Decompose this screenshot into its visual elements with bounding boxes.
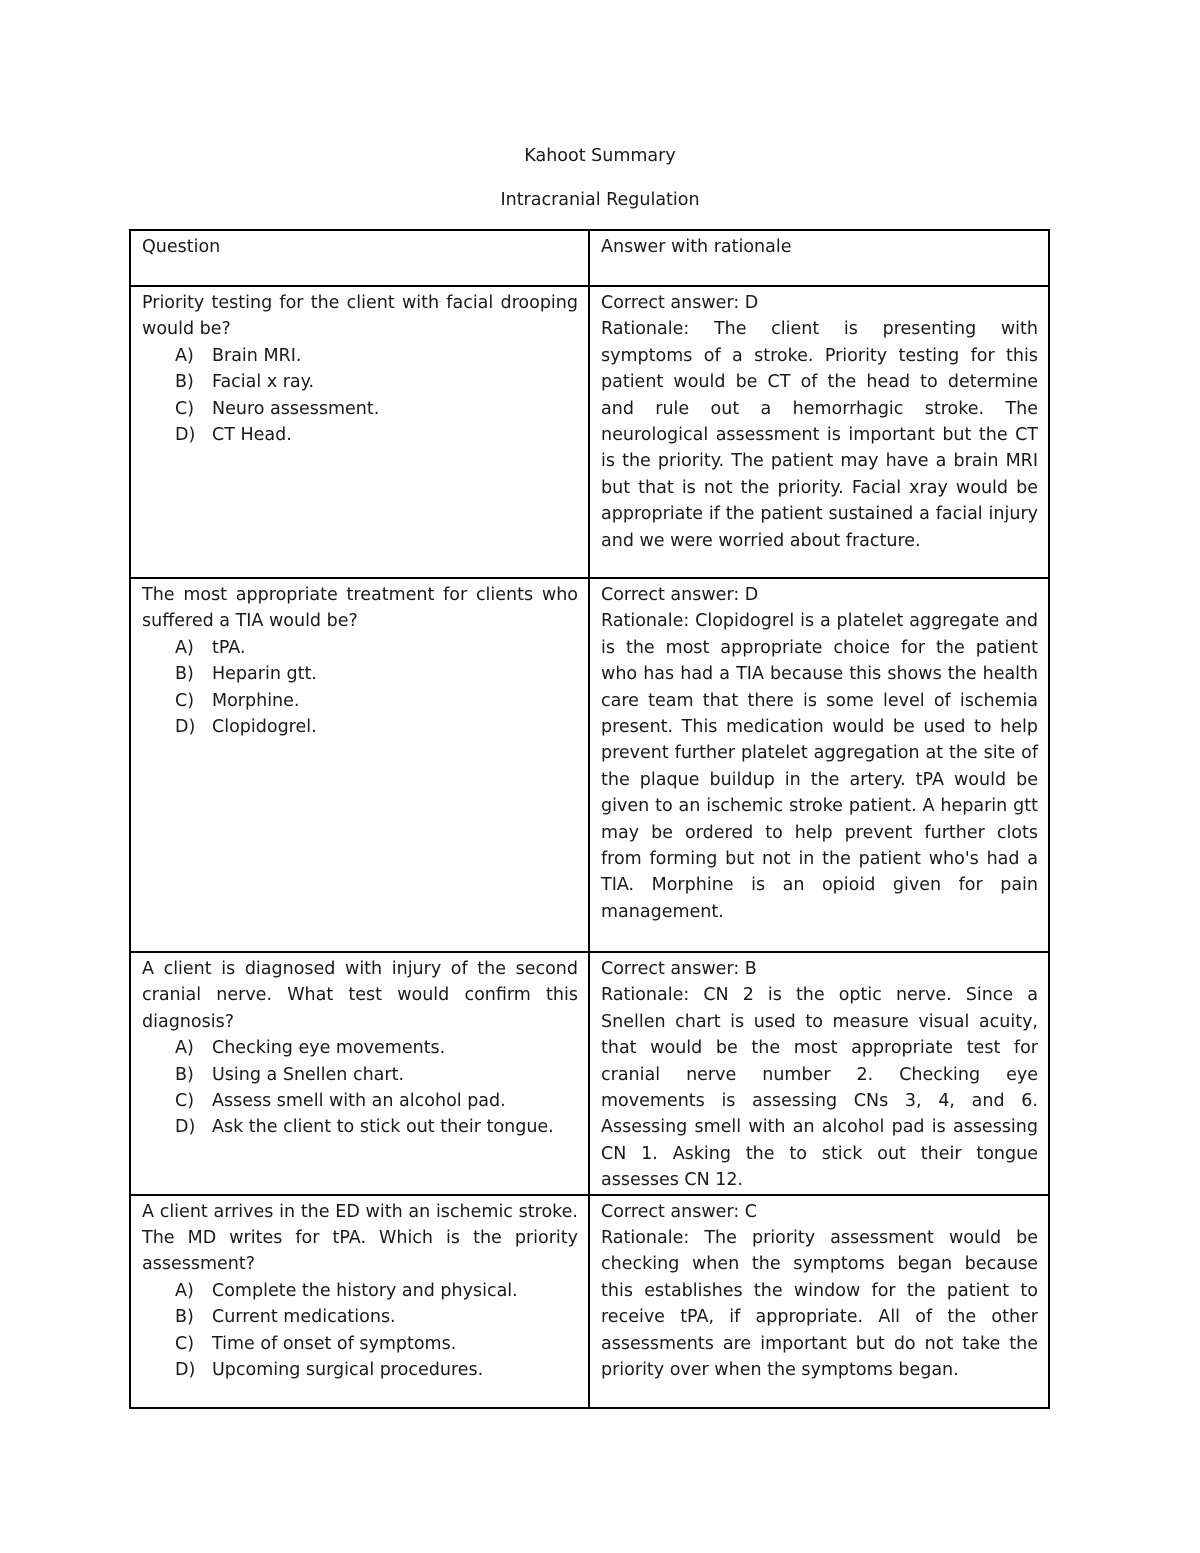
option-item <box>175 714 578 740</box>
option-item <box>175 422 578 448</box>
header-question: Question <box>130 230 589 286</box>
option-item <box>175 1088 578 1114</box>
option-text: Clopidogrel. <box>212 717 317 738</box>
option-text: Complete the history and physical. <box>212 1280 518 1301</box>
option-item <box>175 343 578 369</box>
option-item <box>175 1331 578 1357</box>
document-title: Kahoot Summary <box>524 146 676 166</box>
correct-answer: Correct answer: D <box>601 293 759 313</box>
option-letter: C) <box>175 1091 195 1112</box>
question-text: A client is diagnosed with injury of the second cranial nerve. What test would confirm this diagnosis? <box>142 959 578 1032</box>
question-text: A client arrives in the ED with an ischemic stroke. The MD writes for tPA. Which is the priority assessment? <box>142 1201 578 1275</box>
option-item <box>175 1062 578 1088</box>
question-cell <box>130 286 589 578</box>
option-item <box>175 1278 578 1304</box>
correct-answer: Correct answer: B <box>601 959 757 979</box>
table-row <box>130 286 1049 578</box>
answer-cell <box>589 578 1049 952</box>
option-letter: D) <box>175 1360 196 1381</box>
option-text: Ask the client to stick out their tongue. <box>212 1117 554 1138</box>
option-letter: D) <box>175 425 196 446</box>
option-letter: C) <box>175 690 195 711</box>
option-text: Assess smell with an alcohol pad. <box>212 1091 506 1112</box>
options-list <box>142 1278 578 1384</box>
option-text: CT Head. <box>212 425 292 446</box>
option-text: Using a Snellen chart. <box>212 1064 405 1085</box>
option-letter: B) <box>175 1064 194 1085</box>
question-text: The most appropriate treatment for clients who suffered a TIA would be? <box>142 585 578 632</box>
rationale-text: Rationale: CN 2 is the optic nerve. Since a Snellen chart is used to measure visual acuity, that would be the most appropriate test for cranial nerve number 2. Checking eye movements is assessing CNs 3, 4, and 6. Assessing smell with an alcohol pad is assessing CN 1. Asking the to stick out their tongue assesses CN 12. <box>601 985 1038 1191</box>
option-item <box>175 1035 578 1061</box>
question-text: Priority testing for the client with facial drooping would be? <box>142 293 578 340</box>
option-text: Current medications. <box>212 1307 396 1328</box>
option-letter: D) <box>175 717 196 738</box>
option-letter: B) <box>175 664 194 685</box>
option-letter: D) <box>175 1117 196 1138</box>
option-item <box>175 369 578 395</box>
option-text: Brain MRI. <box>212 345 302 366</box>
rationale-text: Rationale: Clopidogrel is a platelet aggregate and is the most appropriate choice for the patient who has had a TIA because this shows the health care team that there is some level of ischemia present. This medication would be used to help prevent further platelet aggregation at the site of the plaque buildup in the artery. tPA would be given to an ischemic stroke patient. A heparin gtt may be ordered to help prevent further clots from forming but not in the patient who's had a TIA. Morphine is an opioid given for pain management. <box>601 611 1038 922</box>
option-letter: C) <box>175 1333 195 1354</box>
table-row <box>130 1195 1049 1408</box>
answer-cell <box>589 1195 1049 1408</box>
question-cell <box>130 1195 589 1408</box>
option-text: tPA. <box>212 637 246 658</box>
answer-cell <box>589 952 1049 1195</box>
correct-answer: Correct answer: D <box>601 585 759 605</box>
correct-answer: Correct answer: C <box>601 1201 758 1222</box>
rationale-text: Rationale: The priority assessment would be checking when the symptoms began because this establishes the window for the patient to receive tPA, if appropriate. All of the other assessments are important but do not take the priority over when the symptoms began. <box>601 1228 1038 1381</box>
option-text: Upcoming surgical procedures. <box>212 1360 484 1381</box>
option-letter: A) <box>175 1038 194 1059</box>
option-item <box>175 688 578 714</box>
option-item <box>175 1357 578 1383</box>
option-item <box>175 396 578 422</box>
option-letter: B) <box>175 1307 194 1328</box>
question-cell <box>130 578 589 952</box>
qa-table <box>129 229 1050 1409</box>
option-letter: A) <box>175 637 194 658</box>
option-item <box>175 661 578 687</box>
option-letter: A) <box>175 345 194 366</box>
question-cell <box>130 952 589 1195</box>
option-text: Time of onset of symptoms. <box>212 1333 457 1354</box>
option-item <box>175 635 578 661</box>
rationale-text: Rationale: The client is presenting with symptoms of a stroke. Priority testing for this patient would be CT of the head to determine and rule out a hemorrhagic stroke. The neurological assessment is important but the CT is the priority. The patient may have a brain MRI but that is not the priority. Facial xray would be appropriate if the patient sustained a facial injury and we were worried about fracture. <box>601 319 1038 551</box>
options-list <box>142 343 578 449</box>
header-answer: Answer with rationale <box>589 230 1049 286</box>
option-item <box>175 1114 578 1140</box>
option-letter: C) <box>175 398 195 419</box>
option-letter: B) <box>175 372 194 393</box>
option-text: Facial x ray. <box>212 372 315 393</box>
option-text: Morphine. <box>212 690 300 711</box>
option-text: Heparin gtt. <box>212 664 317 685</box>
table-row <box>130 952 1049 1195</box>
option-text: Checking eye movements. <box>212 1038 446 1059</box>
table-row <box>130 578 1049 952</box>
options-list <box>142 1035 578 1141</box>
option-letter: A) <box>175 1280 194 1301</box>
option-item <box>175 1304 578 1330</box>
table-header-row <box>130 230 1049 286</box>
options-list <box>142 635 578 741</box>
option-text: Neuro assessment. <box>212 398 380 419</box>
document-subtitle: Intracranial Regulation <box>500 190 700 210</box>
answer-cell <box>589 286 1049 578</box>
